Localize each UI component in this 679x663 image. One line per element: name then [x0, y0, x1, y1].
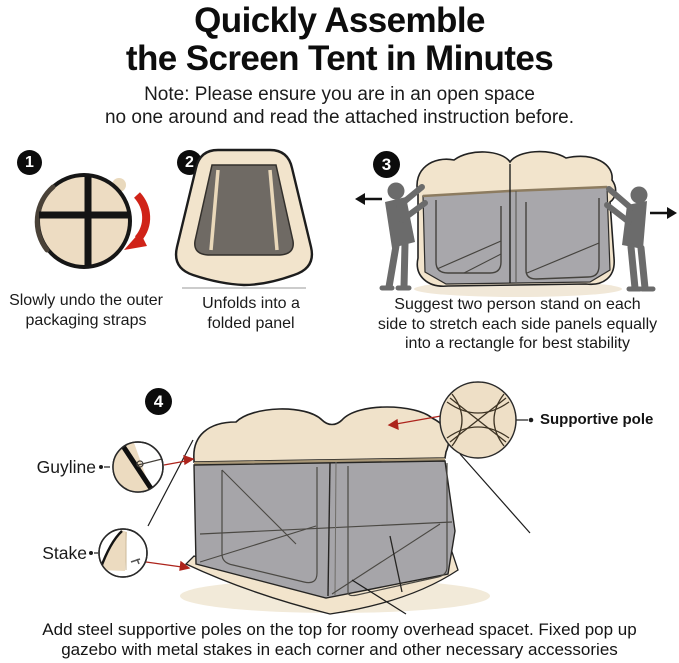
step3-illustration: [352, 142, 679, 304]
step4-badge: 4: [145, 388, 172, 415]
caption-line: side to stretch each side panels equally: [377, 315, 658, 333]
stake-inset-circle: [99, 529, 147, 577]
page-title-line2: the Screen Tent in Minutes: [125, 39, 554, 78]
stake-label-dot: [89, 551, 93, 555]
caption-line: into a rectangle for best stability: [404, 335, 630, 352]
step2-illustration: [166, 144, 322, 294]
stretch-arrow-right-icon: [650, 207, 677, 219]
guyline-pointer-arrow: [164, 461, 186, 465]
caption-line: folded panel: [207, 314, 295, 332]
supportive-pole-inset-circle: [440, 382, 516, 458]
supportive-pole-label: Supportive pole: [540, 411, 654, 428]
stake-pointer-arrow: [146, 562, 182, 567]
caption-line: packaging straps: [25, 311, 147, 329]
step3-badge: 3: [373, 151, 400, 178]
step4-illustration: [0, 366, 679, 620]
note-line1: Note: Please ensure you are in an open space: [144, 84, 535, 105]
note-block: [0, 83, 679, 129]
note-line2: no one around and read the attached instruction before.: [104, 107, 574, 128]
person-right-figure: [607, 187, 653, 290]
step1-badge: 1: [17, 150, 42, 175]
tent-roof: [194, 407, 449, 462]
footer-caption: [0, 620, 679, 660]
stretch-arrow-left-icon: [355, 193, 382, 205]
pole-label-dot: [529, 418, 534, 423]
caption-line: Unfolds into a: [202, 295, 300, 312]
header: [0, 0, 679, 129]
page-title-line1: Quickly Assemble: [194, 1, 485, 40]
step2-caption: [176, 294, 326, 333]
stake-label: Stake: [42, 543, 87, 563]
step1-caption: [0, 291, 172, 330]
caption-line: Slowly undo the outer: [9, 292, 163, 309]
guyline-inset-circle: [106, 440, 166, 496]
step2-badge: 2: [177, 150, 202, 175]
guyline-label: Guyline: [36, 457, 96, 477]
caption-line: Suggest two person stand on each: [394, 296, 641, 313]
step1-illustration: [18, 168, 158, 286]
step3-caption: [356, 295, 679, 354]
guyline-label-dot: [99, 465, 103, 469]
mesh-panel: [195, 165, 293, 255]
footer-line: gazebo with metal stakes in each corner and other necessary accessories: [61, 640, 618, 659]
footer-line: Add steel supportive poles on the top for roomy overhead spacet. Fixed pop up: [42, 620, 637, 639]
